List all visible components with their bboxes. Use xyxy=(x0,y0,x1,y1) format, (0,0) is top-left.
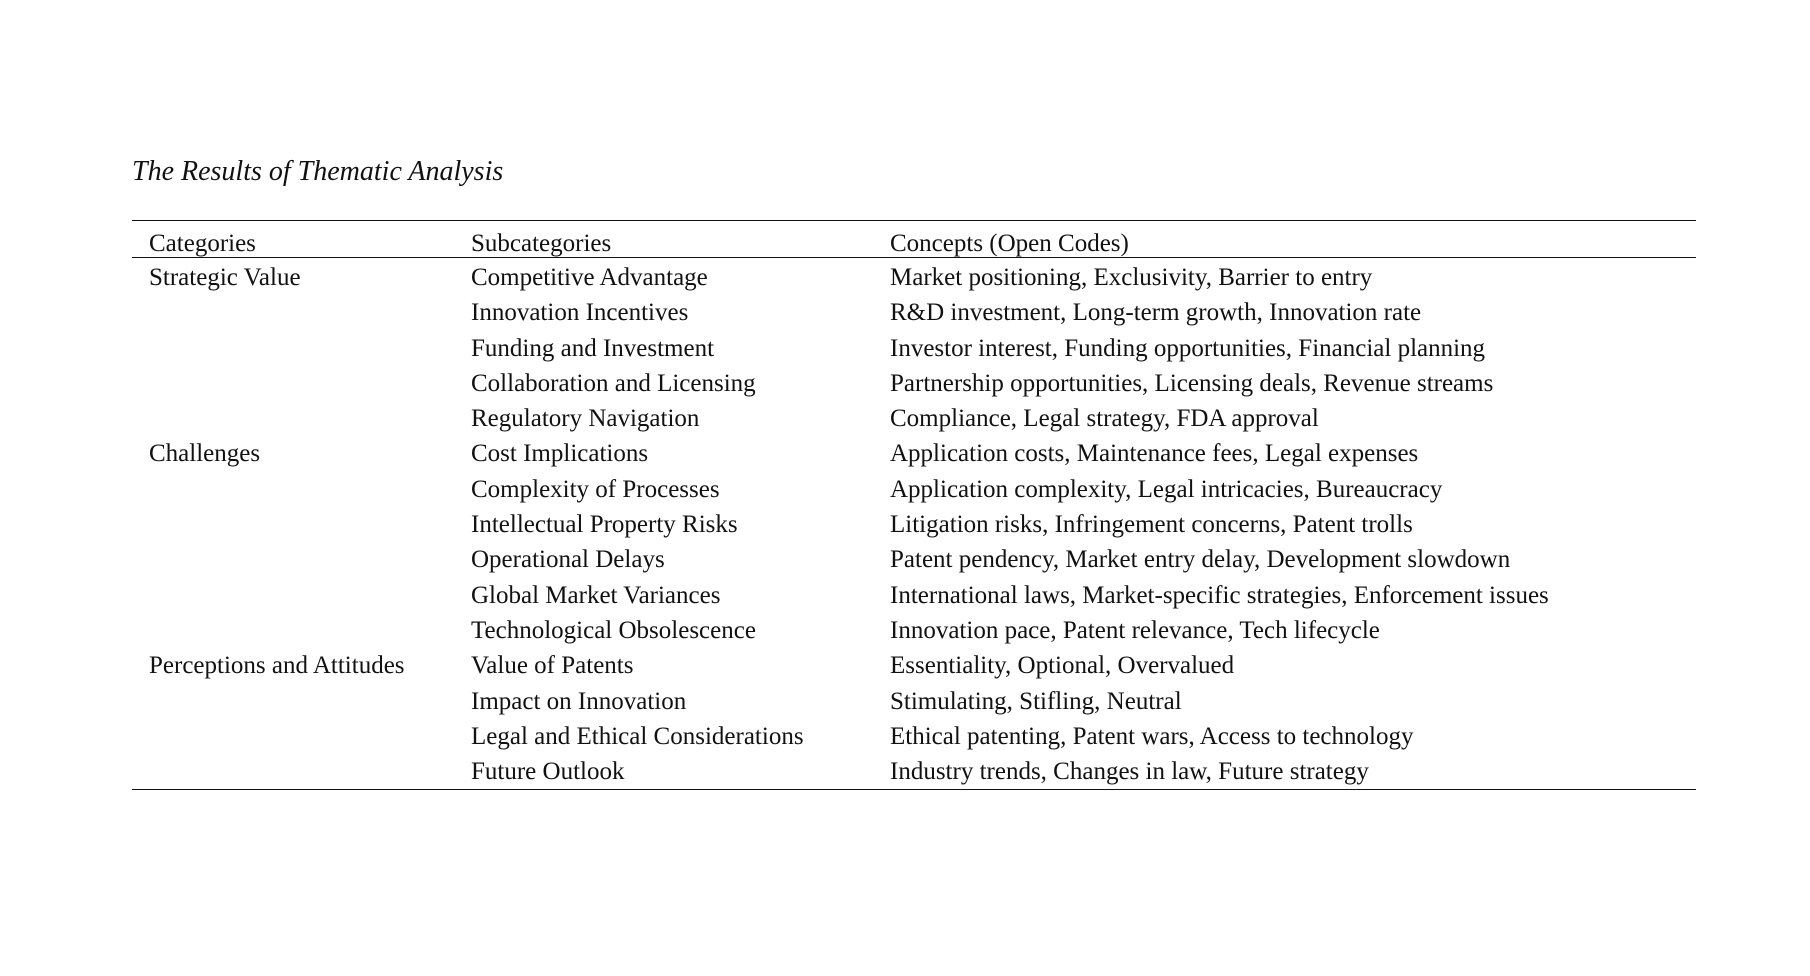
subcategory-cell: Global Market Variances xyxy=(471,581,721,609)
table-row xyxy=(132,436,1696,471)
category-cell: Perceptions and Attitudes xyxy=(149,652,405,680)
concepts-cell: Partnership opportunities, Licensing deals, Revenue streams xyxy=(890,369,1494,397)
table-row xyxy=(132,260,1696,295)
subcategory-cell: Regulatory Navigation xyxy=(471,405,700,433)
header-concepts: Concepts (Open Codes) xyxy=(890,230,1129,257)
category-cell xyxy=(132,578,471,613)
table-row xyxy=(132,507,1696,542)
category-cell xyxy=(132,366,471,401)
category-cell xyxy=(132,754,471,789)
table-row xyxy=(132,648,1696,683)
concepts-cell: Industry trends, Changes in law, Future strategy xyxy=(890,758,1369,786)
table-row xyxy=(132,578,1696,613)
subcategory-cell: Value of Patents xyxy=(471,652,634,680)
table-caption: The Results of Thematic Analysis xyxy=(132,156,504,187)
category-cell xyxy=(132,684,471,719)
table-row xyxy=(132,684,1696,719)
concepts-cell: R&D investment, Long-term growth, Innovation rate xyxy=(890,299,1422,327)
table-body xyxy=(132,258,1696,789)
table-row xyxy=(132,719,1696,754)
concepts-cell: Application complexity, Legal intricacies, Bureaucracy xyxy=(890,475,1443,503)
subcategory-cell: Funding and Investment xyxy=(471,334,715,362)
subcategory-cell: Impact on Innovation xyxy=(471,687,687,715)
table-row xyxy=(132,295,1696,330)
table-row xyxy=(132,542,1696,577)
concepts-cell: Ethical patenting, Patent wars, Access to technology xyxy=(890,722,1414,750)
concepts-cell: Essentiality, Optional, Overvalued xyxy=(890,652,1235,680)
table-row xyxy=(132,331,1696,366)
table-row xyxy=(132,754,1696,789)
category-cell xyxy=(132,401,471,436)
thematic-analysis-table xyxy=(132,220,1696,790)
subcategory-cell: Technological Obsolescence xyxy=(471,616,756,644)
concepts-cell: Investor interest, Funding opportunities, Financial planning xyxy=(890,334,1486,362)
category-cell: Strategic Value xyxy=(149,264,301,291)
subcategory-cell: Cost Implications xyxy=(471,440,649,468)
table-row xyxy=(132,613,1696,648)
subcategory-cell: Complexity of Processes xyxy=(471,475,720,503)
header-subcategories: Subcategories xyxy=(471,230,612,257)
table-header-row xyxy=(132,221,1696,258)
concepts-cell: International laws, Market-specific strategies, Enforcement issues xyxy=(890,581,1549,609)
concepts-cell: Application costs, Maintenance fees, Legal expenses xyxy=(890,440,1419,468)
header-categories: Categories xyxy=(149,230,256,257)
table-row xyxy=(132,472,1696,507)
category-cell xyxy=(132,507,471,542)
category-cell xyxy=(132,719,471,754)
subcategory-cell: Collaboration and Licensing xyxy=(471,369,756,397)
category-cell xyxy=(132,472,471,507)
concepts-cell: Market positioning, Exclusivity, Barrier to entry xyxy=(890,264,1373,291)
category-cell xyxy=(132,331,471,366)
concepts-cell: Compliance, Legal strategy, FDA approval xyxy=(890,405,1319,433)
subcategory-cell: Innovation Incentives xyxy=(471,299,689,327)
table-row xyxy=(132,366,1696,401)
category-cell xyxy=(132,613,471,648)
concepts-cell: Stimulating, Stifling, Neutral xyxy=(890,687,1182,715)
concepts-cell: Patent pendency, Market entry delay, Development slowdown xyxy=(890,546,1511,574)
table-row xyxy=(132,401,1696,436)
concepts-cell: Litigation risks, Infringement concerns, Patent trolls xyxy=(890,511,1413,539)
category-cell xyxy=(132,542,471,577)
subcategory-cell: Competitive Advantage xyxy=(471,264,708,291)
category-cell: Challenges xyxy=(149,440,261,468)
subcategory-cell: Intellectual Property Risks xyxy=(471,511,738,539)
subcategory-cell: Future Outlook xyxy=(471,758,625,786)
subcategory-cell: Operational Delays xyxy=(471,546,665,574)
concepts-cell: Innovation pace, Patent relevance, Tech lifecycle xyxy=(890,616,1380,644)
subcategory-cell: Legal and Ethical Considerations xyxy=(471,722,804,750)
category-cell xyxy=(132,295,471,330)
